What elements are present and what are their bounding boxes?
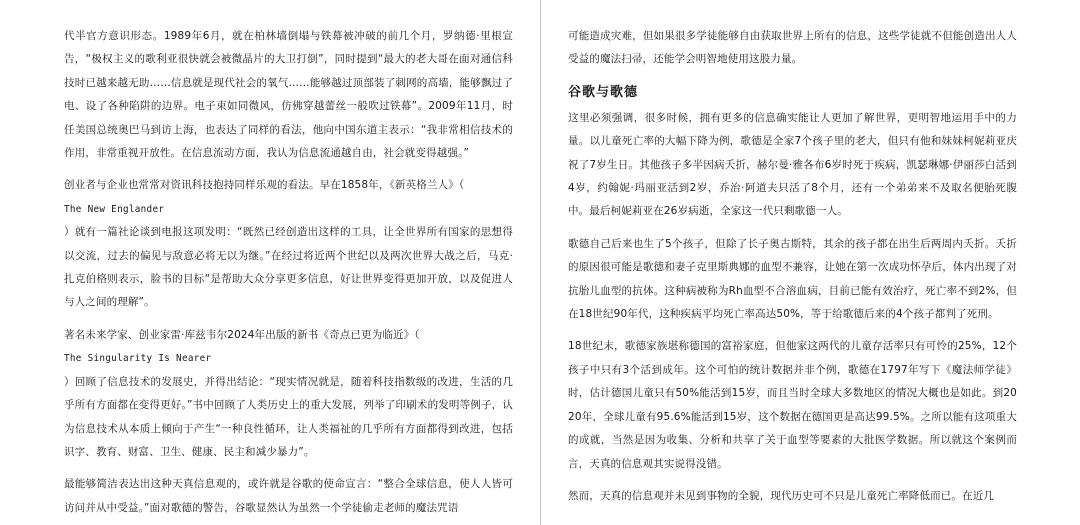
- paragraph-google-mission: 最能够简洁表达出这种天真信息观的，或许就是谷歌的使命宣言：“整合全球信息，使人人皆可访问并从中受益。”面对歌德的警告，谷歌显然认为虽然一个学徒偷走老师的魔法咒语: [64, 478, 513, 514]
- right-page-text: [568, 25, 1017, 508]
- paragraph-goethe-children: 歌德自己后来也生了5个孩子，但除了长子奥古斯特，其余的孩子都在出生后两周内夭折。夭折的原因很可能是歌德和妻子克里斯典娜的血型不兼容，让她在第一次成功怀孕后，体内出现了对抗胎儿血型的抗体。这种病被称为Rh血型不合溶血病，目前已能有效治疗，死亡率不到2%，但在18世纪90年代，这种疾病平均死亡率高达50%，等于给歌德后来的4个孩子都判了死刑。: [568, 237, 1017, 321]
- paragraph-naive-view: 然而，天真的信息观并未见到事物的全貌，现代历史可不只是儿童死亡率降低而已。在近几: [568, 489, 994, 502]
- paragraph-new-englander-intro: 创业者与企业也常常对资讯科技抱持同样乐观的看法。早在1858年，《新英格兰人》（: [64, 179, 465, 192]
- book-title-english: The New Englander: [64, 203, 165, 215]
- paragraph-new-englander-body: ）就有一篇社论谈到电报这项发明：“既然已经创造出这样的工具，让全世界所有国家的思想得以交流，过去的偏见与敌意必将无以为继。”在经过将近两个世纪以及两次世界大战之后，马克·扎克伯格则表示，脸书的目标“是帮助大众分享更多信息，好让世界变得更加开放，以及促进人与人之间的理解”。: [64, 226, 513, 309]
- paragraph-child-mortality: 这里必须强调，很多时候，拥有更多的信息确实能让人更加了解世界，更明智地运用手中的力量。以儿童死亡率的大幅下降为例，歌德是全家7个孩子里的老大，但只有他和妹妹柯妮莉亚庆祝了7岁生日。其他孩子多半因病夭折，赫尔曼·雅各布6岁时死于疾病，凯瑟琳娜·伊丽莎白活到4岁，约翰妮·玛丽亚活到2岁，乔治·阿道夫只活了8个月，还有一个弟弟来不及取名便胎死腹中。最后柯妮莉亚在26岁病逝，全家这一代只剩歌德一人。: [568, 111, 1017, 218]
- left-page-text: [64, 25, 513, 520]
- paragraph-reagan-obama: 代半官方意识形态。1989年6月，就在柏林墙倒塌与铁幕被冲破的前几个月，罗纳德·里根宣告，“极权主义的歌利亚很快就会被微晶片的大卫打倒”，同时提到“最大的老大哥在面对通信科技时已越来越无助……信息就是现代社会的氧气……能够越过顶部装了刺网的高墙，能够飘过了电、设了各种陷阱的边界。电子束如同微风，仿佛穿越蕾丝一般吹过铁幕”。2009年11月，时任美国总统奥巴马到访上海，也表达了同样的看法，他向中国东道主表示：“我非常相信技术的作用，非常重视开放性。在信息流动方面，我认为信息流通越自由，社会就变得越强。”: [64, 30, 513, 160]
- section-heading: 谷歌与歌德: [568, 84, 639, 100]
- paragraph-kurzweil-body: ）回顾了信息技术的发展史，并得出结论：“现实情况就是，随着科技指数级的改进，生活的几乎所有方面都在变得更好。”书中回顾了人类历史上的重大发展，列举了印刷术的发明等例子，认为信息技术从本质上倾向于产生“一种良性循环，让人类福祉的几乎所有方面都得到改进，包括识字、教育、财富、卫生、健康、民主和减少暴力”。: [64, 375, 513, 458]
- paragraph-survival-statistics: 18世纪末，歌德家族堪称德国的富裕家庭，但他家这两代的儿童存活率只有可怜的25%，12个孩子中只有3个活到成年。这个可怕的统计数据并非个例，歌德在1797年写下《魔法师学徒》时，估计德国儿童只有50%能活到15岁，而且当时全球大多数地区的情况大概也是如此。到2020年，全球儿童有95.6%能活到15岁，这个数据在德国更是高达99.5%。之所以能有这项重大的成就，当然是因为收集、分析和共享了关于血型等要素的大批医学数据。所以就这个案例而言，天真的信息观其实说得没错。: [568, 340, 1017, 470]
- right-page: [541, 0, 1080, 525]
- paragraph-kurzweil-intro: 著名未来学家、创业家雷·库兹韦尔2024年出版的新书《奇点已更为临近》（: [64, 328, 420, 341]
- book-title-english: The Singularity Is Nearer: [64, 353, 212, 365]
- paragraph-magic-broom: 可能造成灾难，但如果很多学徒能够自由获取世界上所有的信息，这些学徒就不但能创造出人人受益的魔法扫帚，还能学会明智地使用这股力量。: [568, 30, 1017, 66]
